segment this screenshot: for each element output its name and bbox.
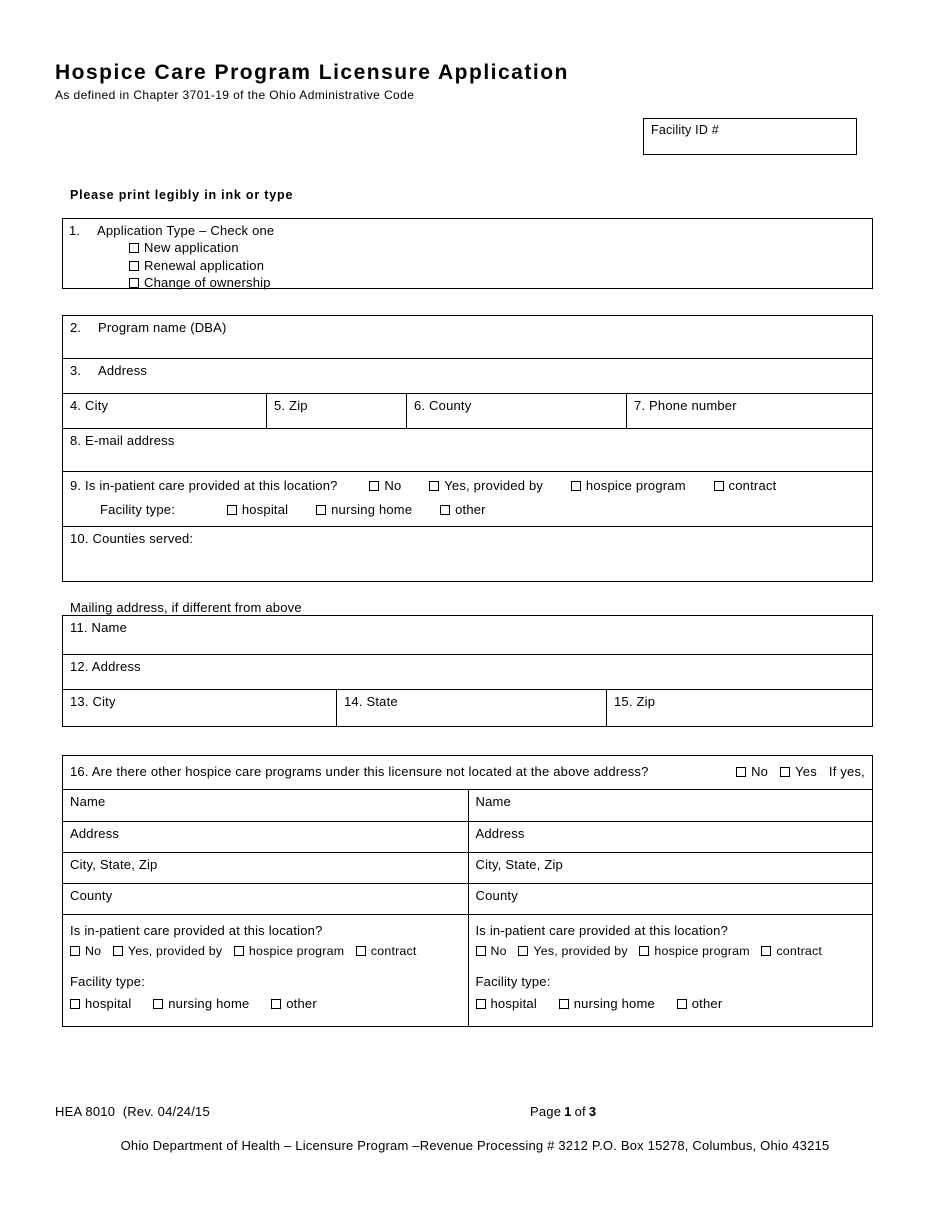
- right-facility-type-label: Facility type:: [475, 973, 551, 989]
- counties-served-label: 10. Counties served:: [70, 531, 194, 546]
- right-other-option: [677, 996, 723, 1011]
- right-yes-option: [518, 944, 627, 958]
- inpatient-question-line: [70, 478, 865, 494]
- facility-type-line: [100, 502, 865, 518]
- left-nursing-home-label: nursing home: [168, 996, 250, 1011]
- left-no-option: [70, 944, 101, 958]
- q9-no-checkbox[interactable]: [369, 481, 379, 491]
- page-subtitle: As defined in Chapter 3701-19 of the Ohio Administrative Code: [55, 88, 415, 102]
- right-nursing-home-checkbox[interactable]: [559, 999, 569, 1009]
- q9-yes-label: Yes, provided by: [444, 478, 544, 493]
- left-other-option: [271, 996, 317, 1011]
- q9-nursing-home-checkbox[interactable]: [316, 505, 326, 515]
- q9-no-label: No: [384, 478, 402, 493]
- left-city-state-zip-field[interactable]: [63, 852, 468, 883]
- new-application-label: New application: [144, 240, 239, 256]
- q9-contract-checkbox[interactable]: [714, 481, 724, 491]
- q9-hospice-program-checkbox[interactable]: [571, 481, 581, 491]
- q9-hospice-program-option: [571, 478, 686, 493]
- left-inpatient-question: Is in-patient care provided at this location?: [70, 923, 323, 938]
- other-program-left-column: [63, 789, 468, 1026]
- q16-yes-checkbox[interactable]: [780, 767, 790, 777]
- new-application-option: [129, 240, 866, 256]
- right-hospital-option: [476, 996, 537, 1011]
- application-type-heading: [69, 223, 866, 239]
- left-hospital-option: [70, 996, 131, 1011]
- q9-other-label: other: [455, 502, 486, 518]
- right-hospital-label: hospital: [490, 996, 537, 1011]
- left-hospital-checkbox[interactable]: [70, 999, 80, 1009]
- left-contract-label: contract: [370, 944, 417, 959]
- left-county-field[interactable]: [63, 883, 468, 914]
- q9-hospice-program-label: hospice program: [585, 478, 686, 493]
- right-hospital-checkbox[interactable]: [476, 999, 486, 1009]
- left-other-checkbox[interactable]: [271, 999, 281, 1009]
- counties-served-field[interactable]: [63, 526, 872, 581]
- left-nursing-home-option: [153, 996, 249, 1011]
- right-other-label: other: [691, 996, 723, 1011]
- right-county-label: County: [475, 888, 518, 903]
- q9-other-option: [440, 502, 486, 517]
- q9-contract-option: [714, 478, 777, 493]
- item-1-number: 1.: [69, 223, 81, 238]
- form-number: HEA 8010 (Rev. 04/24/15: [55, 1104, 210, 1119]
- address-label: Address: [98, 363, 148, 378]
- left-hospice-program-option: [234, 944, 344, 958]
- q16-yes-option: [780, 764, 817, 780]
- left-inpatient-options: [70, 944, 461, 960]
- inpatient-care-field: [63, 471, 872, 526]
- right-address-label: Address: [475, 826, 525, 841]
- q9-hospital-option: [227, 502, 288, 517]
- page-number: 1: [564, 1104, 572, 1119]
- facility-type-label: Facility type:: [100, 502, 176, 518]
- zip-label: 5. Zip: [274, 398, 308, 413]
- q16-no-checkbox[interactable]: [736, 767, 746, 777]
- left-contract-checkbox[interactable]: [356, 946, 366, 956]
- q9-yes-option: [429, 478, 543, 493]
- right-city-state-zip-field[interactable]: [469, 852, 873, 883]
- item-2-number: 2.: [70, 320, 82, 335]
- email-label: 8. E-mail address: [70, 433, 175, 448]
- q9-nursing-home-option: [316, 502, 412, 517]
- new-application-checkbox[interactable]: [129, 243, 139, 253]
- program-info-table: [62, 315, 873, 582]
- left-facility-type-label: Facility type:: [70, 973, 146, 989]
- right-inpatient-options: [476, 944, 866, 960]
- right-nursing-home-label: nursing home: [573, 996, 655, 1011]
- q9-no-option: [369, 478, 401, 493]
- q9-yes-provided-by-checkbox[interactable]: [429, 481, 439, 491]
- page-total: 3: [588, 1104, 597, 1119]
- mailing-address-label: 12. Address: [70, 659, 141, 674]
- left-inpatient-field: [63, 914, 468, 1026]
- right-inpatient-question: Is in-patient care provided at this location?: [475, 923, 729, 938]
- mailing-zip-label: 15. Zip: [614, 694, 656, 709]
- phone-field[interactable]: [626, 394, 872, 428]
- left-county-label: County: [70, 888, 113, 903]
- other-programs-columns: [63, 789, 872, 1026]
- left-name-field[interactable]: [63, 789, 468, 821]
- right-facility-type-options: [476, 996, 866, 1012]
- right-hospice-program-checkbox[interactable]: [639, 946, 649, 956]
- page-title: Hospice Care Program Licensure Application: [55, 61, 569, 84]
- other-programs-table: [62, 755, 873, 1027]
- city-label: 4. City: [70, 398, 109, 413]
- facility-id-box[interactable]: [643, 118, 857, 155]
- mailing-state-label: 14. State: [344, 694, 398, 709]
- county-label: 6. County: [414, 398, 472, 413]
- renewal-application-checkbox[interactable]: [129, 261, 139, 271]
- other-programs-answers: [736, 764, 865, 780]
- mailing-city-field[interactable]: [63, 690, 336, 726]
- left-other-label: other: [286, 996, 317, 1011]
- left-yes-option: [113, 944, 222, 958]
- change-of-ownership-checkbox[interactable]: [129, 278, 139, 288]
- mailing-name-field[interactable]: [63, 616, 872, 654]
- of-word: of: [574, 1104, 586, 1119]
- page-indicator: [530, 1104, 599, 1120]
- left-city-state-zip-label: City, State, Zip: [70, 857, 158, 872]
- right-county-field[interactable]: [469, 883, 873, 914]
- program-name-field[interactable]: [63, 316, 872, 358]
- inpatient-question: 9. Is in-patient care provided at this location?: [70, 478, 338, 493]
- department-address-line: Ohio Department of Health – Licensure Program –Revenue Processing # 3212 P.O. Box 15278, Columbus, Ohio 43215: [120, 1138, 830, 1153]
- q9-contract-label: contract: [728, 478, 777, 493]
- right-no-option: [476, 944, 507, 958]
- right-yes-provided-by-checkbox[interactable]: [518, 946, 528, 956]
- city-zip-county-phone-row: [63, 393, 872, 428]
- right-inpatient-field: [469, 914, 873, 1026]
- mailing-name-label: 11. Name: [70, 620, 127, 635]
- phone-label: 7. Phone number: [634, 398, 737, 413]
- right-city-state-zip-label: City, State, Zip: [475, 857, 563, 872]
- renewal-application-label: Renewal application: [144, 257, 265, 273]
- left-no-checkbox[interactable]: [70, 946, 80, 956]
- left-hospice-program-checkbox[interactable]: [234, 946, 244, 956]
- right-contract-label: contract: [776, 944, 823, 959]
- right-other-checkbox[interactable]: [677, 999, 687, 1009]
- left-address-field[interactable]: [63, 821, 468, 852]
- right-contract-option: [761, 944, 822, 958]
- change-of-ownership-label: Change of ownership: [144, 274, 271, 290]
- q16-no-label: No: [751, 764, 769, 780]
- other-program-right-column: [468, 789, 873, 1026]
- right-hospice-program-option: [639, 944, 749, 958]
- left-yes-provided-by-checkbox[interactable]: [113, 946, 123, 956]
- mailing-city-label: 13. City: [70, 694, 116, 709]
- mailing-address-heading: Mailing address, if different from above: [70, 600, 302, 615]
- mailing-address-table: [62, 615, 873, 727]
- q9-other-checkbox[interactable]: [440, 505, 450, 515]
- right-no-label: No: [490, 944, 507, 959]
- other-programs-question-row: [63, 756, 872, 789]
- item-3-number: 3.: [70, 363, 82, 378]
- address-field[interactable]: [63, 358, 872, 393]
- right-contract-checkbox[interactable]: [761, 946, 771, 956]
- email-field[interactable]: [63, 428, 872, 471]
- city-field[interactable]: [63, 394, 266, 428]
- page-word: Page: [530, 1104, 562, 1119]
- county-field[interactable]: [406, 394, 626, 428]
- facility-id-label: Facility ID #: [651, 123, 719, 137]
- right-yes-label: Yes, provided by: [533, 944, 628, 959]
- other-programs-question: 16. Are there other hospice care programs under this licensure not located at the above address?: [70, 764, 649, 780]
- zip-field[interactable]: [266, 394, 406, 428]
- mailing-state-field[interactable]: [336, 690, 606, 726]
- q9-hospital-checkbox[interactable]: [227, 505, 237, 515]
- left-hospice-program-label: hospice program: [248, 944, 345, 959]
- q16-no-option: [736, 764, 768, 780]
- application-type-section: [62, 218, 873, 289]
- mailing-address-field[interactable]: [63, 654, 872, 689]
- right-address-field[interactable]: [469, 821, 873, 852]
- right-nursing-home-option: [559, 996, 655, 1011]
- right-name-label: Name: [475, 794, 511, 809]
- q9-hospital-label: hospital: [241, 502, 289, 518]
- left-facility-type-options: [70, 996, 461, 1012]
- change-of-ownership-option: [129, 275, 866, 291]
- left-hospital-label: hospital: [85, 996, 132, 1011]
- right-hospice-program-label: hospice program: [654, 944, 750, 959]
- q16-if-yes-label: If yes,: [828, 764, 865, 780]
- q16-yes-label: Yes: [795, 764, 817, 780]
- left-address-label: Address: [70, 826, 120, 841]
- renewal-application-option: [129, 258, 866, 274]
- program-name-label: Program name (DBA): [98, 320, 227, 335]
- left-no-label: No: [85, 944, 102, 959]
- left-yes-label: Yes, provided by: [127, 944, 223, 959]
- mailing-zip-field[interactable]: [606, 690, 872, 726]
- print-instruction: Please print legibly in ink or type: [70, 188, 294, 202]
- left-name-label: Name: [70, 794, 106, 809]
- q9-nursing-home-label: nursing home: [331, 502, 413, 518]
- left-contract-option: [356, 944, 417, 958]
- right-no-checkbox[interactable]: [476, 946, 486, 956]
- mailing-city-state-zip-row: [63, 689, 872, 726]
- left-nursing-home-checkbox[interactable]: [153, 999, 163, 1009]
- application-type-label: Application Type – Check one: [97, 223, 275, 238]
- right-name-field[interactable]: [469, 789, 873, 821]
